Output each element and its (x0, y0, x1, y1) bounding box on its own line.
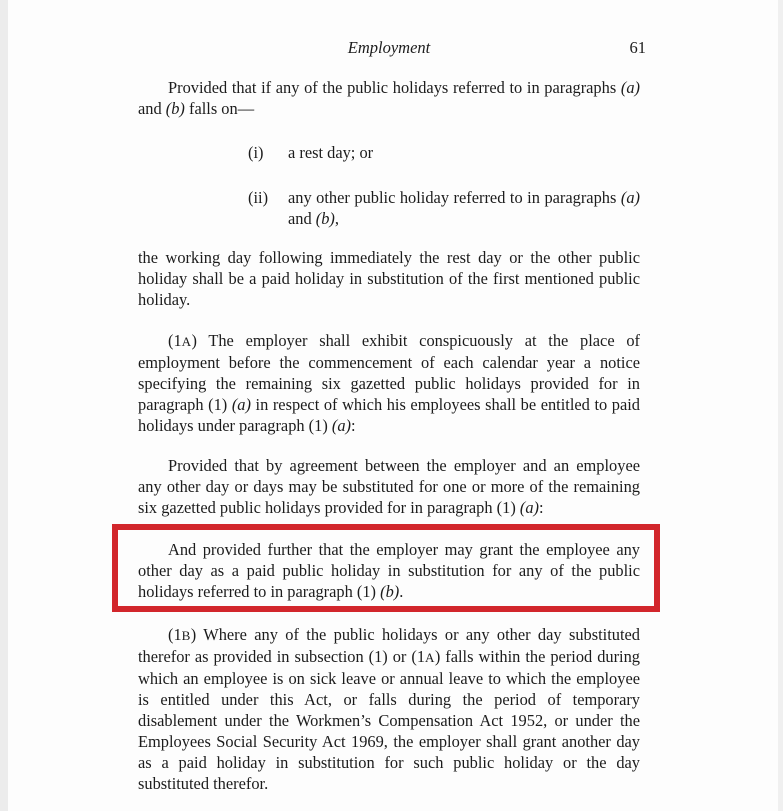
text-run: ) Where any of the public holidays or any other day substituted therefor as provided in subsection (1) or (1 (138, 625, 640, 666)
text-run: (1 (168, 331, 182, 350)
paragraph-1a (138, 330, 640, 436)
running-title: Employment (347, 38, 431, 57)
smallcap-text: A (425, 650, 435, 665)
smallcap-text: B (181, 628, 191, 643)
list-item-text (288, 187, 640, 229)
text-run: : (539, 498, 544, 517)
text-run: (1 (168, 625, 182, 644)
text-run: ) falls within the period during which an employee is on sick leave or annual leave to which the employee is entitled under this Act, or falls during the period of temporary disablement under the Workmen’s Compensation Act 1952, or under the Employees Social Security Act 1969, the employer shall grant another day as a paid holiday in substitution for such public holiday or the day substituted therefor. (138, 647, 641, 793)
text-run: in respect of which his employees shall be entitled to paid holidays under paragraph (1) (138, 395, 640, 435)
list-item-i (248, 142, 640, 163)
page-header (138, 38, 646, 58)
list-item-label: (ii) (248, 188, 269, 207)
italic-text: (a) (620, 78, 640, 97)
paragraph-proviso-intro (138, 77, 640, 119)
list-item-ii (248, 187, 640, 229)
italic-text: (b) (315, 209, 335, 228)
text-run: And provided further that the employer may grant the employee any other day as a paid public holiday in substitution for any of the public holidays referred to in paragraph (1) (138, 540, 640, 601)
text-run: , (334, 209, 339, 228)
paragraph-working-day (138, 247, 640, 310)
text-run: ) The employer shall exhibit conspicuously at the place of employment before the commencement of each calendar year a notice specifying the remaining six gazetted public holidays provided for in paragraph (1) (138, 331, 640, 414)
page-number: 61 (629, 38, 646, 57)
italic-text: (a) (231, 395, 251, 414)
paragraph-proviso-agreement (138, 455, 640, 518)
italic-text: (a) (519, 498, 539, 517)
text-run: Provided that if any of the public holidays referred to in paragraphs (168, 78, 621, 97)
highlighted-paragraph (138, 539, 640, 602)
text-run: any other public holiday referred to in paragraphs (288, 188, 621, 207)
list-item-label: (i) (248, 143, 264, 162)
scan-edge-left (0, 0, 8, 811)
italic-text: (a) (620, 188, 640, 207)
text-run: and (138, 99, 166, 118)
text-run: : (351, 416, 356, 435)
scan-edge-right (778, 0, 783, 811)
paragraph-1b (138, 624, 640, 794)
text-run: Provided that by agreement between the employer and an employee any other day or days may be substituted for one or more of the remaining six gazetted public holidays provided for in paragraph (1) (138, 456, 640, 517)
text-run: a rest day; or (288, 143, 374, 162)
list-item-text (288, 142, 640, 163)
italic-text: (b) (380, 582, 400, 601)
text-run: falls on— (184, 99, 255, 118)
text-run: the working day following immediately the rest day or the other public holiday shall be a paid holiday in substitution of the first mentioned public holiday. (138, 248, 640, 309)
page-body (138, 77, 640, 794)
text-run: . (399, 582, 404, 601)
highlight-box (112, 524, 660, 612)
italic-text: (a) (331, 416, 352, 435)
text-run: and (288, 209, 316, 228)
smallcap-text: A (181, 334, 192, 349)
italic-text: (b) (165, 99, 185, 118)
